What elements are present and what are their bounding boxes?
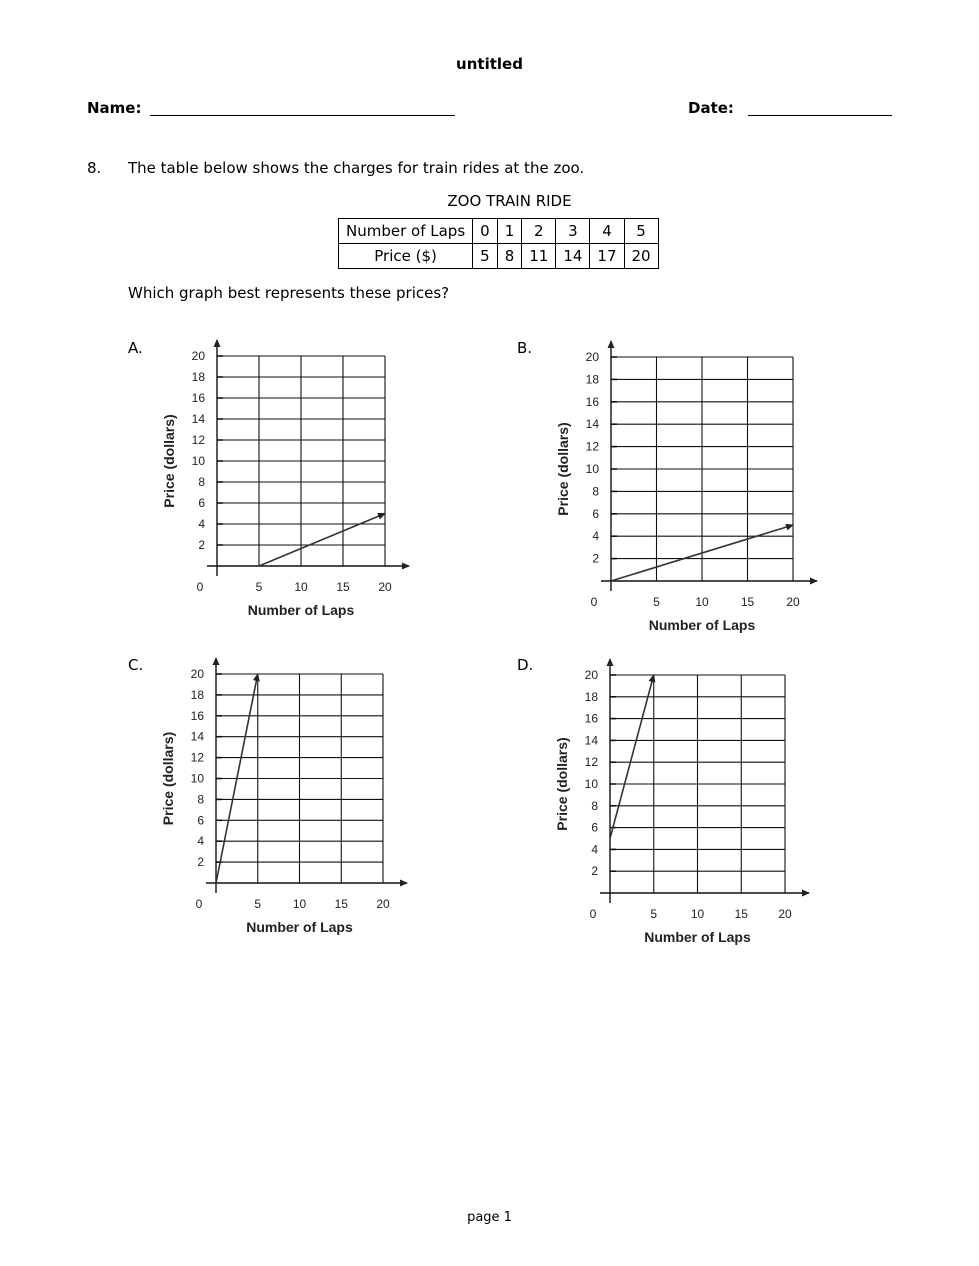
chart-0-x-tick-label: 10 <box>294 580 308 594</box>
chart-0-y-tick-label: 12 <box>191 433 205 447</box>
chart-0-y-tick-label: 8 <box>198 475 205 489</box>
chart-2-y-axis-title: Price (dollars) <box>160 731 176 826</box>
chart-3-x-tick-label: 5 <box>650 907 658 921</box>
table-title: ZOO TRAIN RIDE <box>447 192 572 210</box>
chart-1-y-tick-label: 14 <box>585 417 599 432</box>
graph-option-b <box>555 341 817 633</box>
chart-3-y-tick-label: 8 <box>591 798 598 813</box>
chart-3-y-tick-label: 18 <box>584 689 598 704</box>
chart-0-x-tick-label: 15 <box>336 580 350 594</box>
chart-3-y-tick-label: 16 <box>584 711 598 726</box>
chart-3-x-tick-label: 20 <box>778 907 792 921</box>
chart-1-y-tick-label: 18 <box>585 372 599 387</box>
chart-1-y-axis-title: Price (dollars) <box>555 422 571 516</box>
chart-3-y-tick-label: 6 <box>591 820 598 835</box>
table-cell: 5 <box>624 219 658 244</box>
chart-0-x-axis-title: Number of Laps <box>247 602 355 618</box>
chart-3-x-axis-title: Number of Laps <box>644 929 751 945</box>
chart-3-y-tick-label: 2 <box>591 864 598 879</box>
chart-0-y-tick-label: 14 <box>191 412 205 426</box>
chart-2-y-tick-label: 16 <box>190 708 204 723</box>
graph-option-c <box>160 658 407 935</box>
chart-2-y-tick-label: 14 <box>190 729 204 744</box>
chart-2-y-tick-label: 18 <box>190 687 204 702</box>
chart-1-x-tick-label: 10 <box>695 595 709 609</box>
option-b-label: B. <box>517 339 533 357</box>
chart-0-y-tick-label: 18 <box>191 370 205 384</box>
table-cell: 2 <box>522 219 556 244</box>
chart-0-y-tick-label: 10 <box>191 454 205 468</box>
chart-1-y-tick-label: 12 <box>585 439 599 454</box>
chart-3-y-tick-label: 14 <box>584 733 598 748</box>
row-header-laps: Number of Laps <box>339 219 473 244</box>
table-cell: 1 <box>497 219 522 244</box>
chart-0-x-tick-label: 20 <box>378 580 392 594</box>
table-cell: 14 <box>556 244 590 269</box>
chart-2-x-tick-label: 5 <box>254 897 262 911</box>
chart-0-y-tick-label: 2 <box>198 538 205 552</box>
option-c-label: C. <box>128 656 144 674</box>
chart-3-y-tick-label: 20 <box>584 668 598 682</box>
option-a-label: A. <box>128 339 143 357</box>
chart-2-x-tick-label: 10 <box>292 897 307 911</box>
document-title: untitled <box>456 55 523 73</box>
chart-0-x-tick-label: 0 <box>196 580 204 594</box>
graph-option-a <box>161 340 409 618</box>
table-cell: 11 <box>522 244 556 269</box>
chart-0-y-tick-label: 20 <box>191 349 205 363</box>
table-cell: 20 <box>624 244 658 269</box>
chart-2-y-tick-label: 10 <box>190 771 204 786</box>
chart-1-x-tick-label: 5 <box>653 595 660 609</box>
chart-2-x-tick-label: 0 <box>195 897 203 911</box>
page-number: page 1 <box>467 1210 512 1225</box>
chart-2-x-tick-label: 20 <box>376 897 390 911</box>
chart-1-y-tick-label: 4 <box>592 529 599 544</box>
chart-3-x-tick-label: 15 <box>734 907 748 921</box>
table-cell: 17 <box>590 244 624 269</box>
date-label: Date: <box>688 99 734 117</box>
chart-0-series-line <box>259 514 385 567</box>
chart-0-x-tick-label: 5 <box>255 580 263 594</box>
chart-1-y-tick-label: 6 <box>592 506 599 521</box>
name-label: Name: <box>87 99 142 117</box>
chart-0-y-tick-label: 16 <box>191 391 205 405</box>
chart-3-y-tick-label: 12 <box>584 755 598 770</box>
table-cell: 0 <box>473 219 498 244</box>
chart-2-y-tick-label: 2 <box>197 855 204 870</box>
chart-1-y-tick-label: 16 <box>585 394 599 409</box>
chart-1-y-tick-label: 10 <box>585 462 599 476</box>
chart-2-x-tick-label: 15 <box>334 897 348 911</box>
chart-3-series-line <box>610 675 654 839</box>
chart-3-y-tick-label: 4 <box>591 842 598 857</box>
table-cell: 3 <box>556 219 590 244</box>
chart-2-y-tick-label: 4 <box>197 834 204 849</box>
chart-1-x-axis-title: Number of Laps <box>648 617 756 633</box>
graph-option-d <box>554 659 809 945</box>
chart-3-x-tick-label: 10 <box>690 907 705 921</box>
chart-3-x-tick-label: 0 <box>589 907 597 921</box>
table-cell: 4 <box>590 219 624 244</box>
chart-0-y-tick-label: 4 <box>198 517 205 531</box>
chart-1-x-tick-label: 0 <box>590 595 598 609</box>
chart-1-y-tick-label: 2 <box>592 551 599 566</box>
chart-1-x-tick-label: 15 <box>740 595 755 609</box>
chart-2-y-tick-label: 12 <box>190 750 204 765</box>
chart-0-y-axis-title: Price (dollars) <box>161 414 177 508</box>
table-cell: 8 <box>497 244 522 269</box>
table-cell: 5 <box>473 244 498 269</box>
chart-1-y-tick-label: 20 <box>585 350 599 364</box>
row-header-price: Price ($) <box>339 244 473 269</box>
option-d-label: D. <box>517 656 534 674</box>
chart-3-y-tick-label: 10 <box>584 777 598 791</box>
chart-2-y-tick-label: 6 <box>197 813 204 828</box>
question-number: 8. <box>87 159 102 177</box>
chart-0-y-tick-label: 6 <box>198 496 205 510</box>
chart-3-y-axis-title: Price (dollars) <box>554 737 570 831</box>
chart-2-y-tick-label: 20 <box>190 667 204 681</box>
chart-1-y-tick-label: 8 <box>592 484 599 499</box>
chart-2-x-axis-title: Number of Laps <box>246 919 353 935</box>
chart-1-x-tick-label: 20 <box>786 595 800 609</box>
chart-2-y-tick-label: 8 <box>197 792 204 807</box>
question-followup: Which graph best represents these prices? <box>128 284 450 302</box>
question-prompt: The table below shows the charges for train rides at the zoo. <box>128 159 585 177</box>
